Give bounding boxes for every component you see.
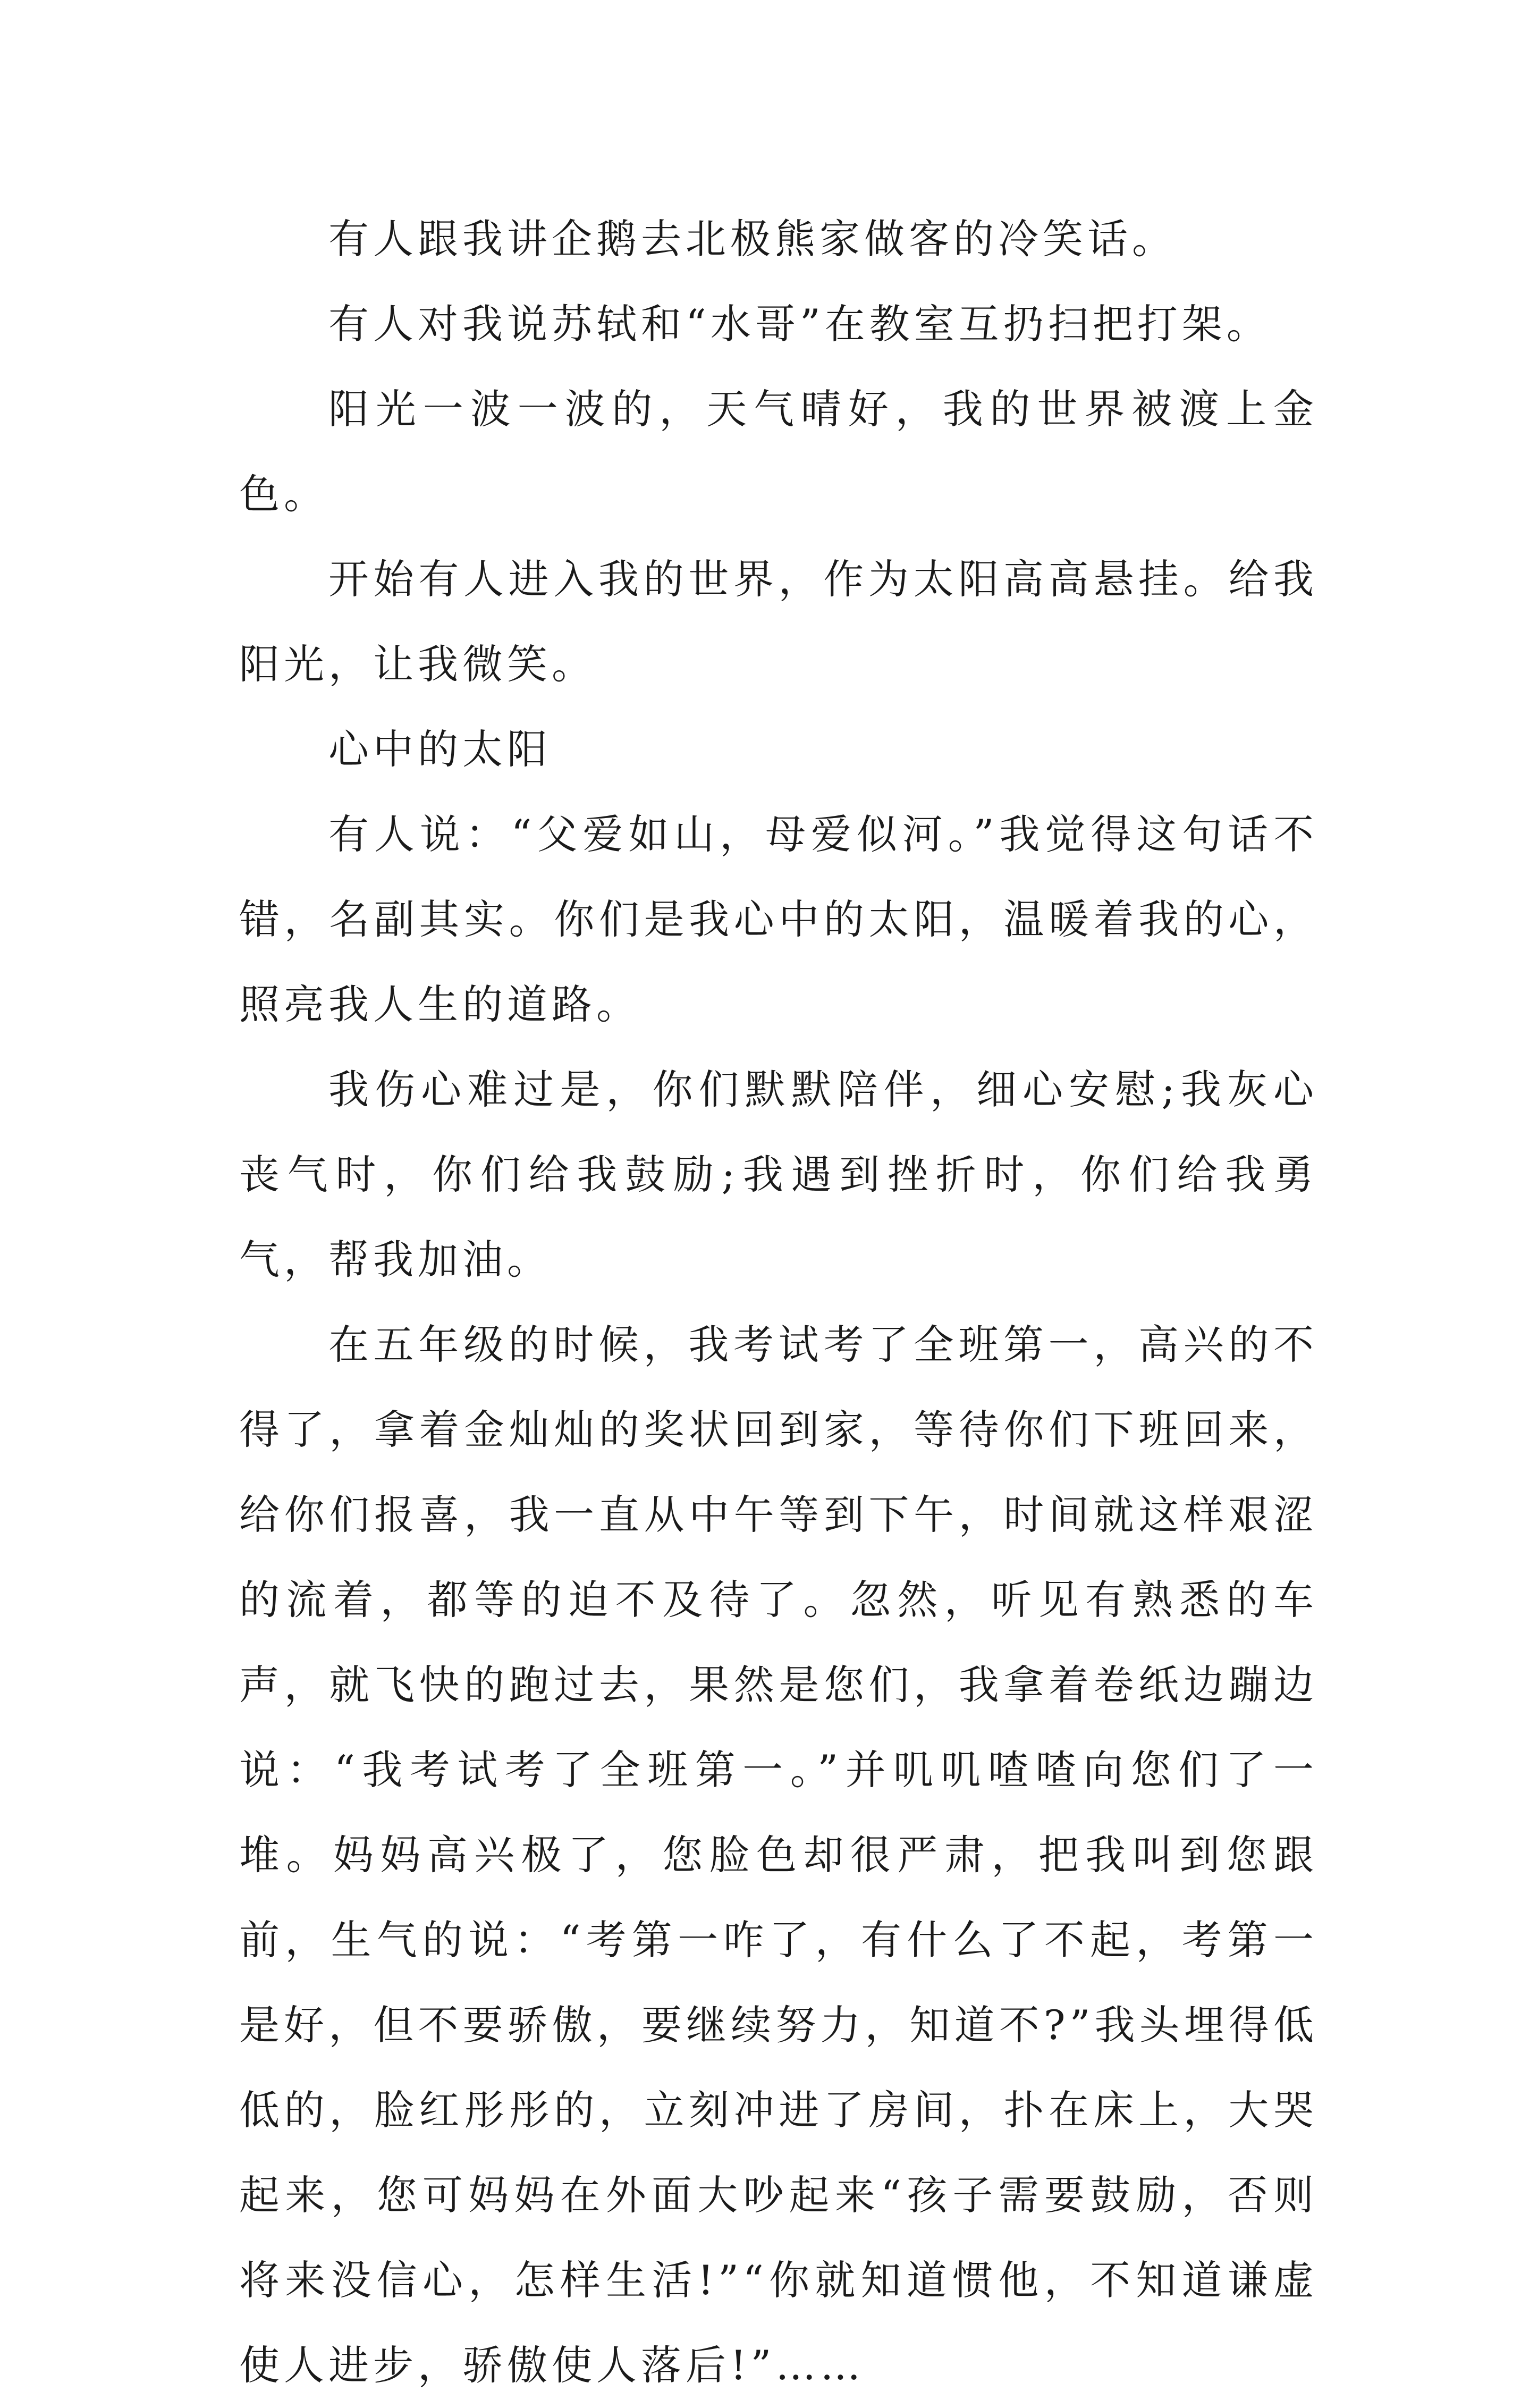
- paragraph-fathers-love: 有人说：“父爱如山，母爱似河。”我觉得这句话不错，名副其实。你们是我心中的太阳，温暖着我的心，照亮我人生的道路。: [239, 811, 1318, 1028]
- paragraph-someone-enters: 开始有人进入我的世界，作为太阳高高悬挂。给我阳光，让我微笑。: [239, 555, 1318, 688]
- paragraph-sushi-fight: 有人对我说苏轼和“水哥”在教室互扔扫把打架。: [328, 300, 1271, 348]
- paragraph-companionship: 我伤心难过是，你们默默陪伴，细心安慰;我灰心丧气时，你们给我鼓励;我遇到挫折时，你们给我勇气，帮我加油。: [239, 1066, 1318, 1283]
- paragraph-penguin-joke: 有人跟我讲企鹅去北极熊家做客的冷笑话。: [328, 215, 1177, 263]
- paragraph-sunshine: 阳光一波一波的，天气晴好，我的世界被渡上金色。: [239, 385, 1318, 518]
- paragraph-fifth-grade: 在五年级的时候，我考试考了全班第一，高兴的不得了，拿着金灿灿的奖状回到家，等待你们下班回来，给你们报喜，我一直从中午等到下午，时间就这样艰涩的流着，都等的迫不及待了。忽然，听见有熟悉的车声，就飞快的跑过去，果然是您们，我拿着卷纸边蹦边说：“我考试考了全班第一。”并叽叽喳喳向您们了一堆。妈妈高兴极了，您脸色却很严肃，把我叫到您跟前，生气的说：“考第一咋了，有什么了不起，考第一是好，但不要骄傲，要继续努力，知道不?”我头埋得低低的，脸红彤彤的，立刻冲进了房间，扑在床上，大哭起来，您可妈妈在外面大吵起来“孩子需要鼓励，否则将来没信心，怎样生活!”“你就知道惯他，不知道谦虚使人进步，骄傲使人落后!”……: [239, 1321, 1318, 2389]
- essay-title: 心中的太阳: [328, 726, 552, 773]
- article-body: [239, 197, 1318, 2408]
